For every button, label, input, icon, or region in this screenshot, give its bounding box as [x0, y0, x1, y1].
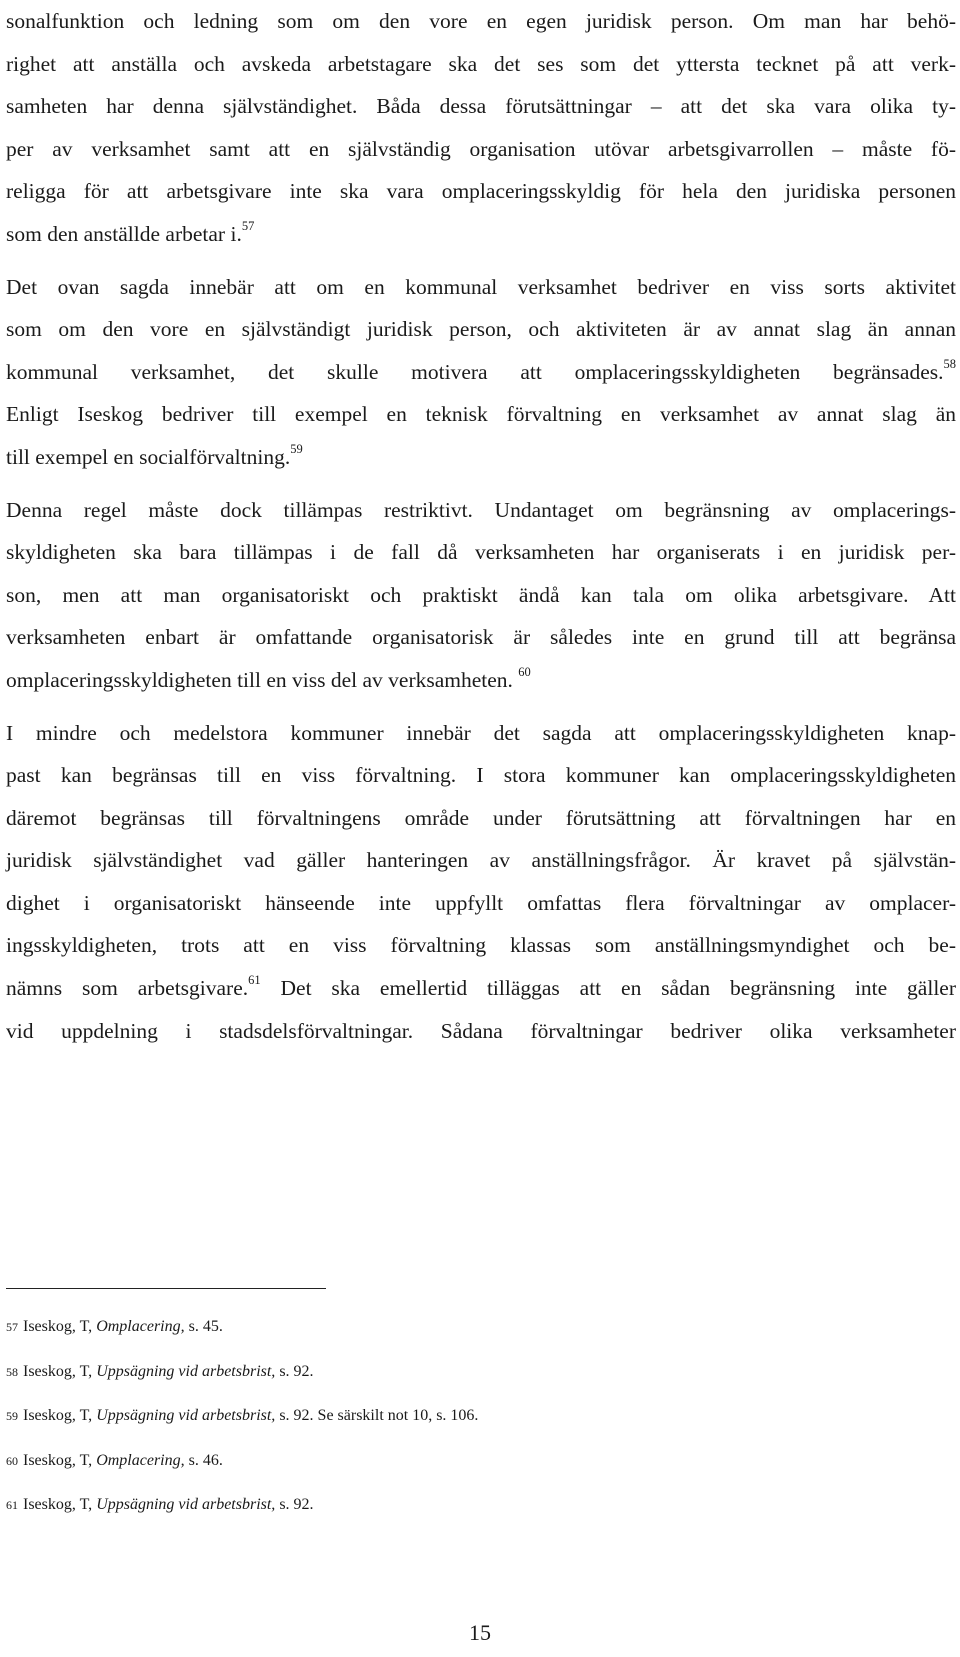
text-line: per av verksamhet samt att en självständig organisation utövar arbetsgivarrollen – måste fö-	[6, 136, 956, 161]
footnote-ref-59[interactable]: 59	[290, 441, 303, 456]
page-number: 15	[469, 1620, 491, 1645]
footnote-author: Iseskog, T,	[23, 1362, 93, 1380]
footnote-title: Uppsägning vid arbetsbrist,	[96, 1496, 276, 1513]
text-fragment: kommunal verksamhet, det skulle motivera att omplaceringsskyldigheten begränsades.	[6, 359, 944, 384]
text-line: skyldigheten ska bara tillämpas i de fall då verksamheten har organiserats i en juridisk per-	[6, 540, 956, 565]
text-line-last	[6, 659, 956, 702]
text-line: Denna regel måste dock tillämpas restriktivt. Undantaget om begränsning av omplacerings-	[6, 497, 956, 522]
document-body	[6, 0, 956, 1052]
text-line: Enligt Iseskog bedriver till exempel en teknisk förvaltning en verksamhet av annat slag än	[6, 402, 956, 427]
text-line: son, men att man organisatoriskt och praktiskt ändå kan tala om olika arbetsgivare. Att	[6, 582, 956, 607]
footnote-title: Uppsägning vid arbetsbrist,	[96, 1362, 276, 1380]
footnote-number: 57	[6, 1320, 18, 1334]
text-line: juridisk självständighet vad gäller hanteringen av anställningsfrågor. Är kravet på självstän-	[6, 848, 956, 873]
footnote-59	[6, 1394, 906, 1439]
text-line: dighet i organisatoriskt hänseende inte uppfyllt omfattas flera förvaltningar av omplacer-	[6, 890, 956, 915]
footnote-60	[6, 1439, 906, 1484]
text-fragment: till exempel en socialförvaltning.	[6, 444, 291, 469]
footnote-ref-58[interactable]: 58	[943, 356, 956, 371]
text-line: past kan begränsas till en viss förvaltning. I stora kommuner kan omplaceringsskyldigheten	[6, 763, 956, 788]
footnote-page: s. 92.	[279, 1362, 314, 1380]
text-line: verksamheten enbart är omfattande organisatorisk är således inte en grund till att begränsa	[6, 625, 956, 650]
footnote-page: s. 92. Se särskilt not 10, s. 106.	[279, 1407, 479, 1424]
footnote-number: 59	[6, 1409, 18, 1423]
text-line: Det ovan sagda innebär att om en kommunal verksamhet bedriver en viss sorts aktivitet	[6, 274, 956, 299]
paragraph-1	[6, 0, 956, 256]
text-line: vid uppdelning i stadsdelsförvaltningar. Sådana förvaltningar bedriver olika verksamheter	[6, 1018, 956, 1043]
footnotes	[6, 1305, 906, 1528]
footnote-page: s. 45.	[188, 1318, 223, 1335]
footnote-ref-61[interactable]: 61	[248, 972, 261, 987]
text-fragment: som den anställde arbetar i.	[6, 221, 242, 246]
text-line: däremot begränsas till förvaltningens område under förutsättning att förvaltningen har en	[6, 805, 956, 830]
text-line-last	[6, 436, 956, 479]
footnote-title: Omplacering,	[96, 1318, 185, 1335]
text-line: som om den vore en självständigt juridisk person, och aktiviteten är av annat slag än annan	[6, 317, 956, 342]
text-line: religga för att arbetsgivare inte ska vara omplaceringsskyldig för hela den juridiska personen	[6, 179, 956, 204]
footnote-ref-57[interactable]: 57	[241, 218, 255, 233]
footnote-number: 60	[6, 1453, 18, 1468]
footnote-author: Iseskog, T,	[23, 1407, 93, 1424]
paragraph-2	[6, 266, 956, 479]
paragraph-gap	[6, 256, 956, 266]
footnote-author: Iseskog, T,	[23, 1451, 93, 1469]
footnote-author: Iseskog, T,	[23, 1496, 93, 1513]
footnote-page: s. 92.	[279, 1496, 314, 1513]
footnote-page: s. 46.	[188, 1451, 223, 1469]
text-line: sonalfunktion och ledning som om den vore en egen juridisk person. Om man har behö-	[6, 9, 956, 33]
text-fragment: nämns som arbetsgivare.	[6, 976, 249, 1001]
text-line: samheten har denna självständighet. Båda dessa förutsättningar – att det ska vara olika ty-	[6, 94, 956, 119]
footnote-number: 58	[6, 1364, 18, 1379]
paragraph-gap	[6, 702, 956, 712]
footnote-61	[6, 1483, 906, 1528]
footnote-57	[6, 1305, 906, 1350]
text-fragment: omplaceringsskyldigheten till en viss del av verksamheten.	[6, 667, 513, 692]
footnote-title: Uppsägning vid arbetsbrist,	[96, 1407, 276, 1424]
footnote-ref-60[interactable]: 60	[518, 664, 531, 679]
text-line: ingsskyldigheten, trots att en viss förvaltning klassas som anställningsmyndighet och be-	[6, 933, 956, 958]
paragraph-gap	[6, 479, 956, 489]
text-line: righet att anställa och avskeda arbetstagare ska det ses som det yttersta tecknet på att verk-	[6, 51, 956, 76]
text-line-with-note	[6, 351, 956, 394]
text-fragment: Det ska emellertid tilläggas att en sådan begränsning inte gäller	[260, 976, 956, 1001]
footnote-58	[6, 1350, 906, 1395]
text-line-last	[6, 213, 956, 256]
footnote-author: Iseskog, T,	[23, 1318, 93, 1335]
paragraph-3	[6, 489, 956, 702]
footnote-number: 61	[6, 1498, 18, 1512]
text-line: I mindre och medelstora kommuner innebär det sagda att omplaceringsskyldigheten knap-	[6, 720, 956, 745]
text-line-with-note	[6, 967, 956, 1010]
paragraph-4	[6, 712, 956, 1053]
footnote-title: Omplacering,	[96, 1451, 185, 1469]
footnote-separator	[6, 1288, 326, 1289]
